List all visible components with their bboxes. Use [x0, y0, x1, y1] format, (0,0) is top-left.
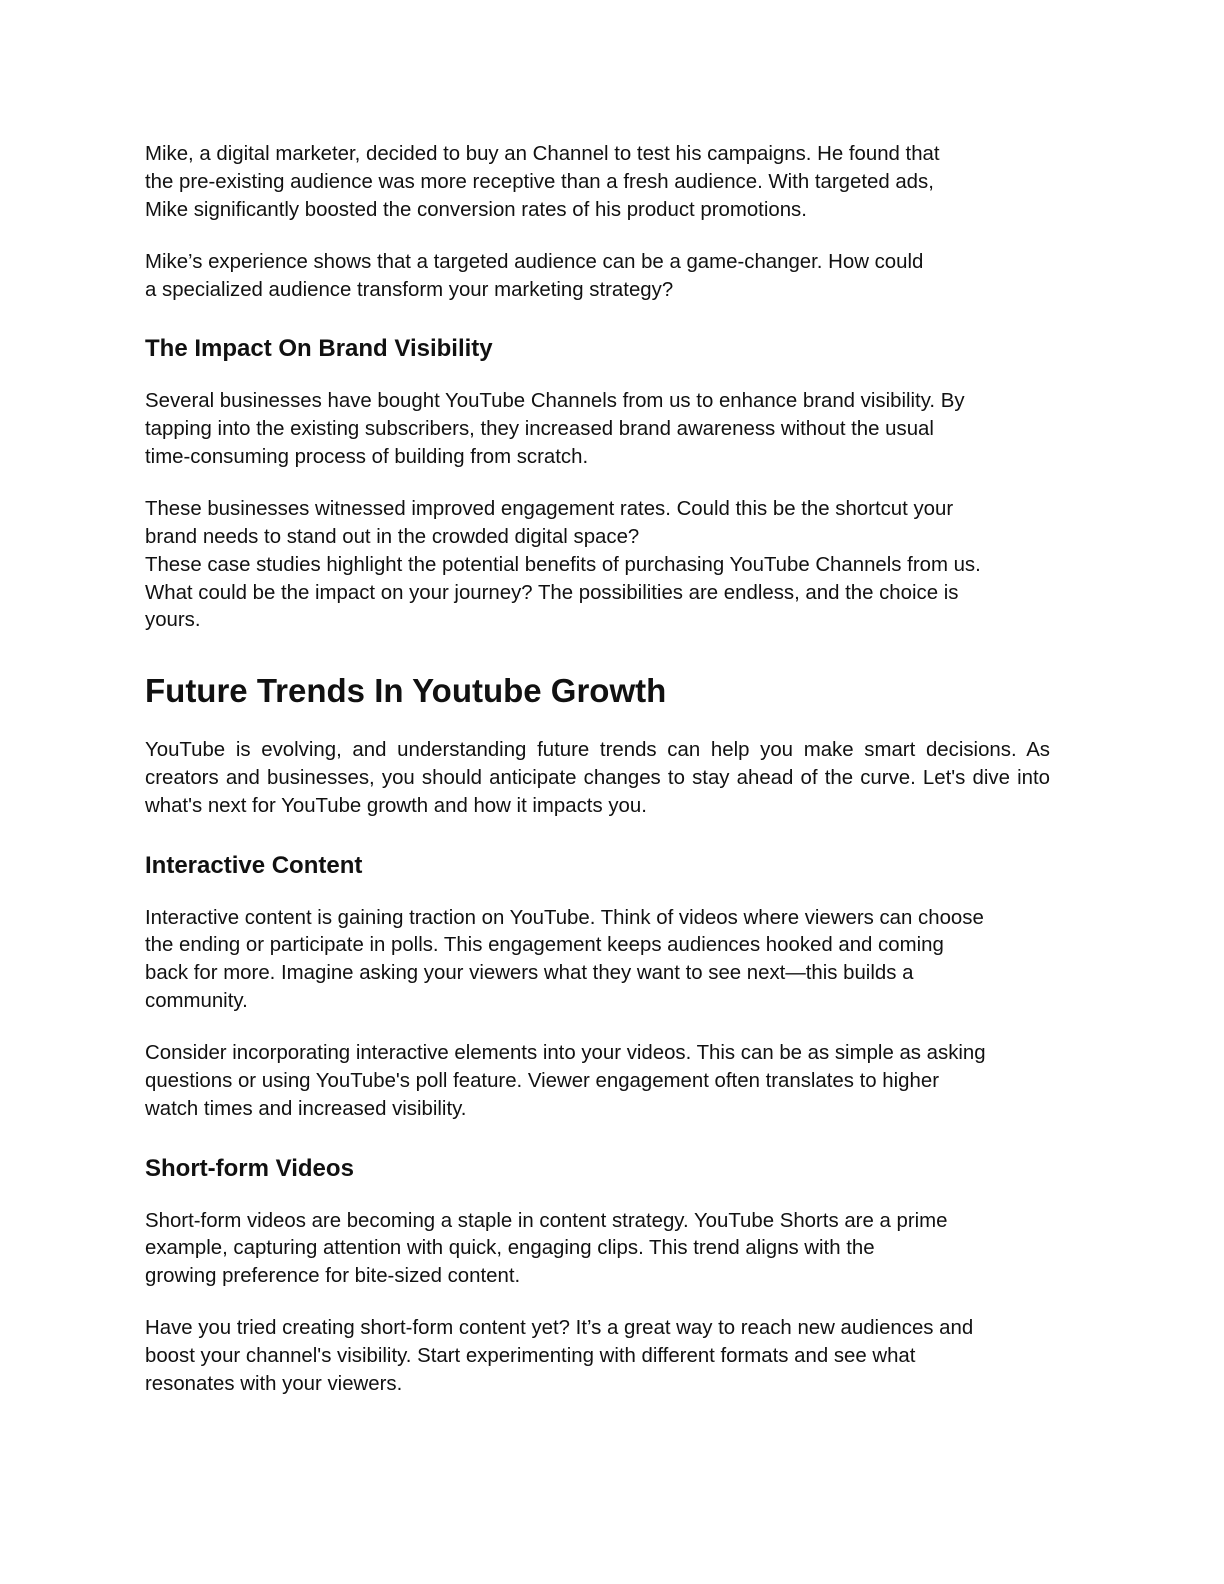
paragraph-brand-visibility: Several businesses have bought YouTube Channels from us to enhance brand visibility. By tapping into the existing subscribers, they increased brand awareness without the usual time-consuming process of building from scratch.	[145, 390, 965, 468]
paragraph-short-form-staple: Short-form videos are becoming a staple in content strategy. YouTube Shorts are a prime example, capturing attention with quick, engaging clips. This trend aligns with the growing preference for bite-sized content.	[145, 1209, 948, 1288]
heading-brand-visibility: The Impact On Brand Visibility	[145, 335, 493, 363]
paragraph-mike-experience: Mike’s experience shows that a targeted audience can be a game-changer. How could a specialized audience transform your marketing strategy?	[145, 250, 924, 301]
heading-short-form-videos: Short-form Videos	[145, 1154, 354, 1182]
document-page	[145, 141, 1050, 1399]
paragraph-interactive-elements: Consider incorporating interactive elements into your videos. This can be as simple as asking questions or using YouTube's poll feature. Viewer engagement often translates to higher watch times and increased visibility.	[145, 1042, 986, 1120]
paragraph-mike-story: Mike, a digital marketer, decided to buy an Channel to test his campaigns. He found that the pre-existing audience was more receptive than a fresh audience. With targeted ads, Mike significantly boosted the conversion rates of his product promotions.	[145, 143, 940, 221]
paragraph-engagement-rates: These businesses witnessed improved engagement rates. Could this be the shortcut your brand needs to stand out in the crowded digital space? These case studies highlight the potential benefits of purchasing YouTube Channels from us. What could be the impact on your journey? The possibilities are endless, and the choice is yours.	[145, 498, 981, 632]
paragraph-short-form-try: Have you tried creating short-form content yet? It’s a great way to reach new audiences and boost your channel's visibility. Start experimenting with different formats and see what resonates with your viewers.	[145, 1317, 974, 1395]
paragraph-youtube-evolving: YouTube is evolving, and understanding future trends can help you make smart decisions. As creators and businesses, you should anticipate changes to stay ahead of the curve. Let's dive into what's next for YouTube growth and how it impacts you.	[145, 739, 1050, 817]
heading-future-trends: Future Trends In Youtube Growth	[145, 672, 667, 710]
heading-interactive-content: Interactive Content	[145, 851, 363, 879]
paragraph-interactive-content: Interactive content is gaining traction on YouTube. Think of videos where viewers can choose the ending or participate in polls. This engagement keeps audiences hooked and coming back for more. Imagine asking your viewers what they want to see next—this builds a community.	[145, 906, 984, 1012]
